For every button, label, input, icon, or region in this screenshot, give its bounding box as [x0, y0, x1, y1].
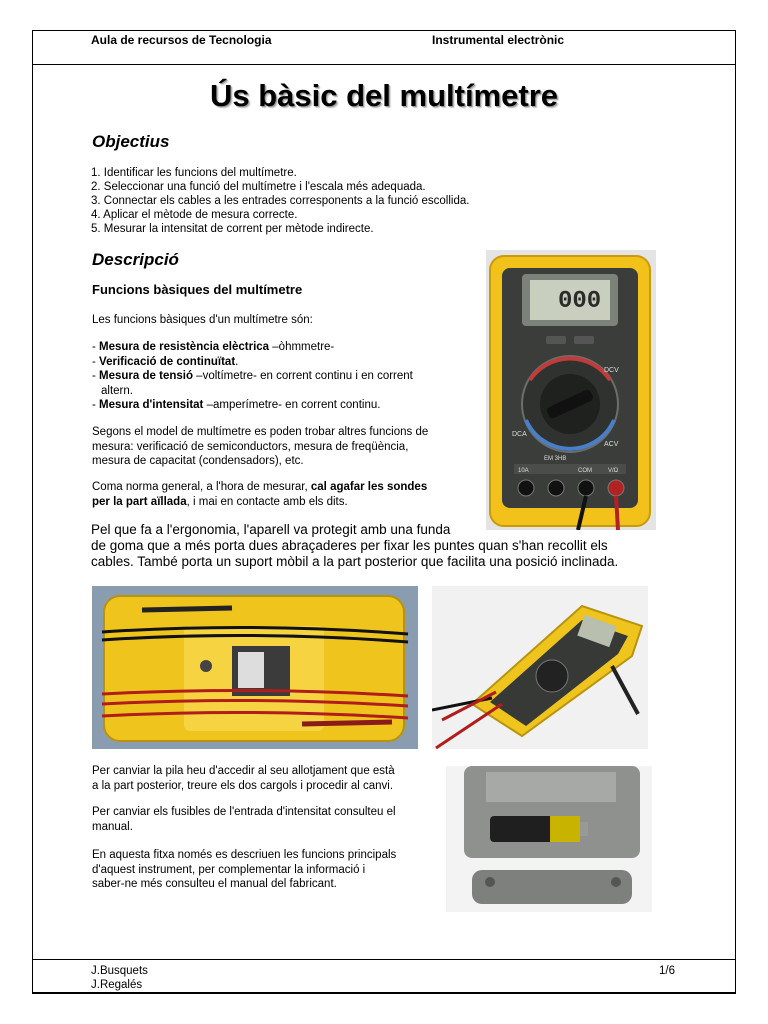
objectives-heading: Objectius	[92, 132, 170, 151]
header-divider	[32, 64, 736, 65]
label-dca: DCA	[512, 431, 527, 438]
label-com: COM	[578, 468, 592, 474]
footer-divider	[32, 959, 736, 960]
header-topic: Instrumental electrònic	[432, 33, 565, 47]
function-item: - Verificació de continuïtat.	[92, 355, 239, 368]
fuses-paragraph	[92, 805, 396, 834]
label-10a: 10A	[518, 468, 529, 474]
paragraph-line: Segons el model de multímetre es poden trobar altres funcions de	[92, 426, 429, 438]
objective-item: 1. Identificar les funcions del multímetre.	[91, 167, 297, 179]
label-v-ohm: V/Ω	[608, 468, 619, 474]
safety-rule-paragraph	[92, 480, 427, 509]
multimeter-rear-photo	[92, 586, 418, 749]
functions-subheading: Funcions bàsiques del multímetre	[92, 282, 303, 297]
header-course: Aula de recursos de Tecnologia	[91, 33, 272, 47]
label-acv: ACV	[604, 441, 619, 448]
paragraph-line: d'aquest instrument, per complementar la informació i	[92, 863, 366, 876]
functions-intro: Les funcions bàsiques d'un multímetre són:	[92, 314, 313, 326]
page-number: 1/6	[659, 965, 675, 977]
paragraph-line: manual.	[92, 820, 133, 833]
lcd-readout: 000	[558, 288, 602, 315]
paragraph-line: Per canviar els fusibles de l'entrada d'intensitat consulteu el	[92, 806, 396, 818]
footer-author: J.Regalés	[91, 979, 143, 991]
paragraph-line: de goma que a més porta dues abraçaderes per fixar les puntes quan s'han recollit els	[91, 538, 608, 553]
objective-item: 3. Connectar els cables a les entrades corresponents a la funció escollida.	[91, 195, 470, 207]
objective-item: 5. Mesurar la intensitat de corrent per mètode indirecte.	[91, 223, 374, 235]
objectives-list	[91, 166, 469, 236]
paragraph-line: En aquesta fitxa només es descriuen les funcions principals	[92, 849, 397, 861]
multimeter-stand-photo	[432, 586, 648, 749]
paragraph-line: Per canviar la pila heu d'accedir al seu allotjament que està	[92, 765, 395, 777]
label-dcv: DCV	[604, 367, 619, 374]
paragraph-line: saber-ne més consulteu el manual del fabricant.	[92, 878, 337, 890]
paragraph-line: per la part aïllada, i mai en contacte amb els dits.	[92, 495, 348, 508]
paragraph-line: Coma norma general, a l'hora de mesurar, cal agafar les sondes	[92, 481, 428, 493]
scope-paragraph	[92, 848, 396, 892]
paragraph-line: Pel que fa a l'ergonomia, l'aparell va protegit amb una funda	[91, 522, 451, 537]
footer-bottom-divider	[32, 992, 736, 994]
page-title: Ús bàsic del multímetre	[209, 78, 558, 113]
function-item-continued: altern.	[101, 384, 133, 397]
battery-compartment-photo	[446, 766, 652, 912]
multimeter-front-photo	[486, 250, 656, 530]
paragraph-line: cables. També porta un suport mòbil a la part posterior que facilita una posició inclinada.	[91, 554, 619, 569]
other-functions-paragraph	[92, 425, 428, 469]
objective-item: 2. Seleccionar una funció del multímetre i l'escala més adequada.	[91, 181, 426, 193]
battery-paragraph	[92, 764, 395, 793]
footer-authors	[91, 964, 148, 992]
paragraph-line: a la part posterior, treure els dos cargols i procedir al canvi.	[92, 779, 394, 792]
function-item: - Mesura de tensió –voltímetre- en corrent continu i en corrent	[92, 370, 413, 382]
paragraph-line: mesura de capacitat (condensadors), etc.	[92, 455, 304, 467]
functions-list	[92, 340, 482, 413]
function-item: - Mesura d'intensitat –amperímetre- en corrent continu.	[92, 399, 381, 411]
label-model: EM 3HB	[544, 456, 567, 462]
function-item: - Mesura de resistència elèctrica –òhmmetre-	[92, 341, 335, 353]
paragraph-line: mesura: verificació de semiconductors, mesura de freqüència,	[92, 440, 409, 453]
description-heading: Descripció	[92, 250, 179, 269]
objective-item: 4. Aplicar el mètode de mesura correcte.	[91, 209, 298, 221]
footer-author: J.Busquets	[91, 965, 148, 977]
